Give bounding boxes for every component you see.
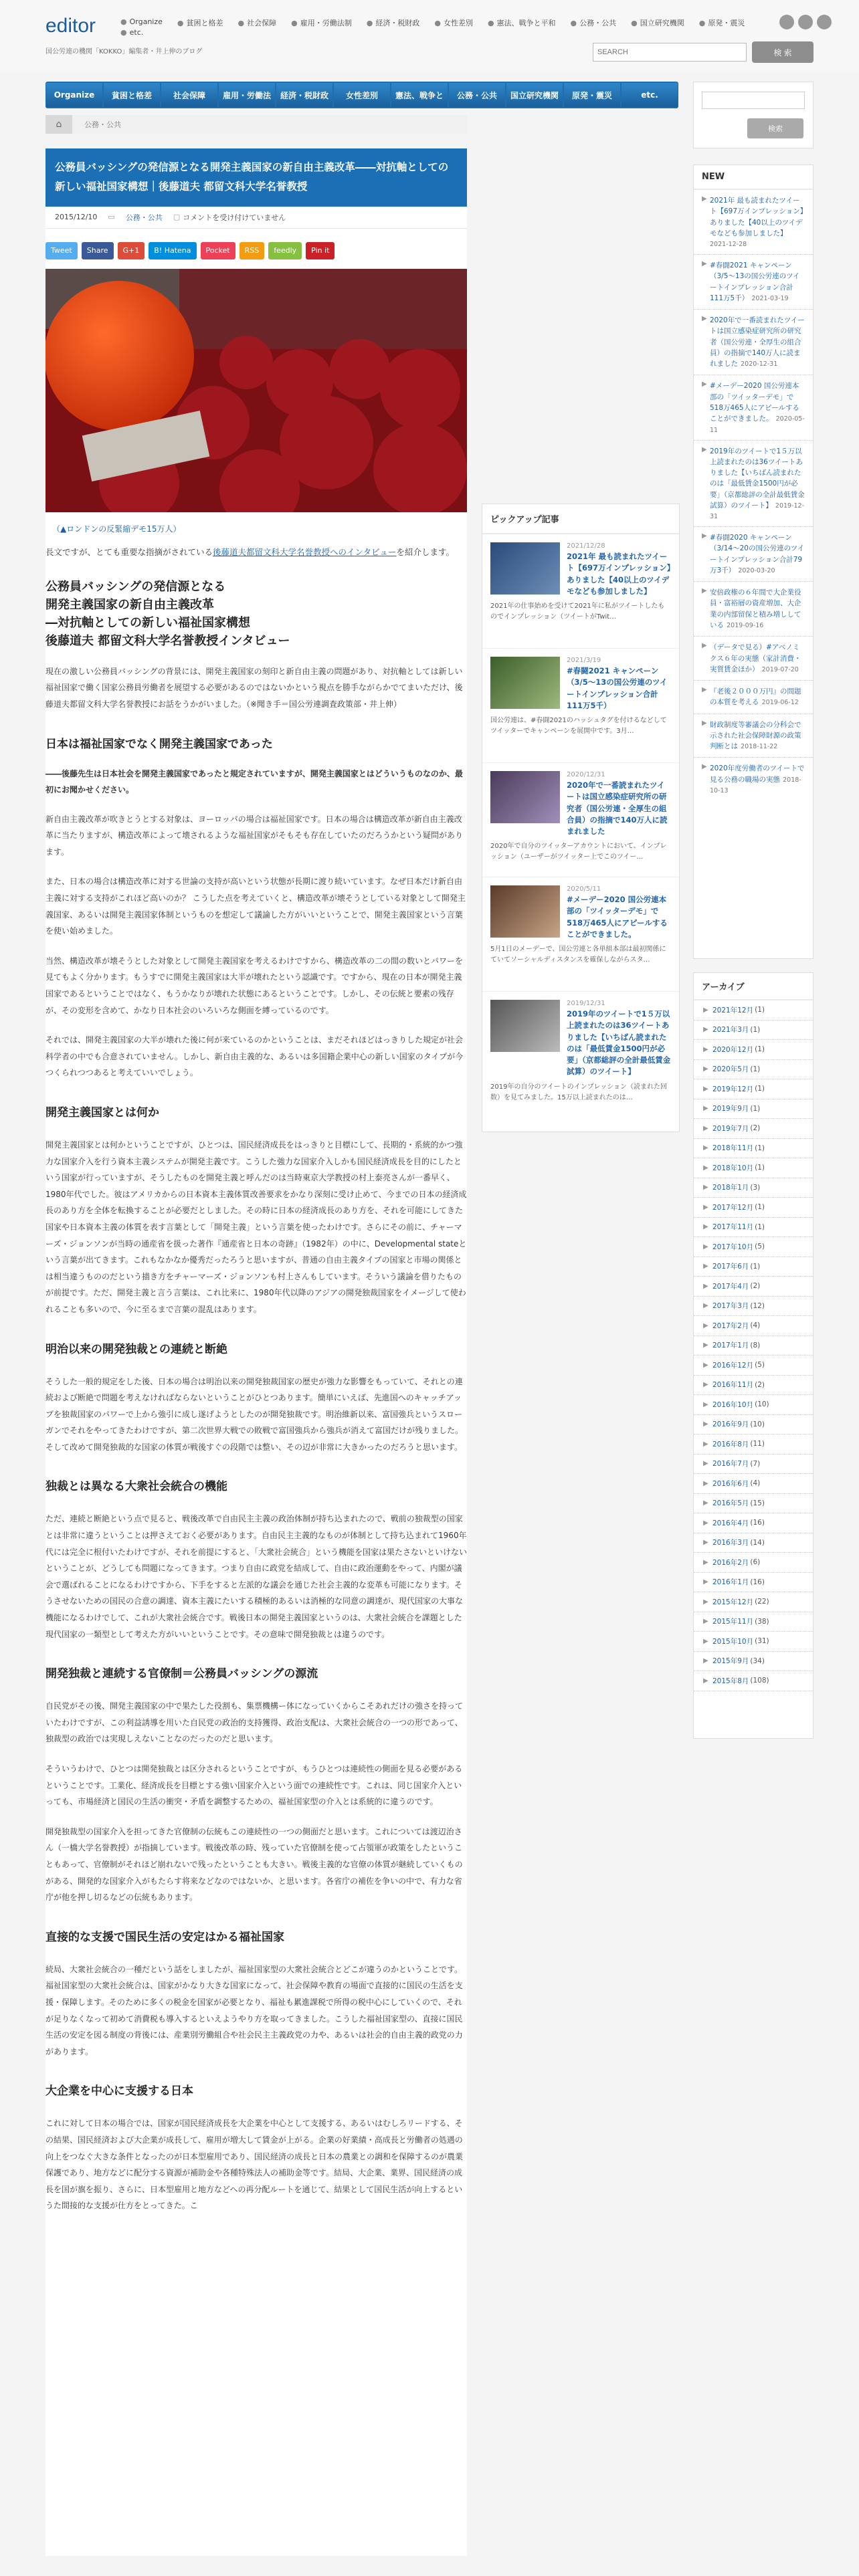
bullet-icon: ▶ (703, 1361, 708, 1369)
pickup-item[interactable] (482, 992, 679, 1106)
archive-item[interactable] (694, 1376, 813, 1396)
nav-item[interactable]: 貧困と格差 (104, 83, 160, 107)
archive-count: (8) (750, 1341, 761, 1350)
archive-box (693, 972, 814, 1739)
new-post-link[interactable]: 2019年のツイートで1５万以上読まれたのは36ツイートありました【いちばん読まれたのは「最低賃金1500円が必要」（京都総評の全計最低賃金試算）のツイート】 (710, 447, 805, 510)
archive-link[interactable]: 2016年4月 (712, 1519, 749, 1527)
nav-item[interactable]: 雇用・労働法 (219, 83, 275, 107)
bullet-icon: ▶ (703, 1539, 708, 1547)
archive-item[interactable] (694, 1000, 813, 1021)
pickup-link[interactable]: 2020年で一番読まれたツイートは国立感染症研究所の研究者（国公労連・全厚生の組合員）の指摘で140万人に読まれました (567, 780, 668, 836)
interview-title (45, 578, 467, 650)
archive-count: (1) (750, 1262, 761, 1271)
archive-link[interactable]: 2016年7月 (712, 1460, 749, 1469)
pickup-item[interactable] (482, 649, 679, 763)
nav-item[interactable]: 公務・公共 (449, 83, 505, 107)
archive-link[interactable]: 2017年11月 (712, 1223, 754, 1232)
archive-link[interactable]: 2017年1月 (712, 1341, 749, 1350)
archive-link[interactable]: 2021年12月 (712, 1006, 754, 1014)
pickup-excerpt: 2021年の仕事始めを受けて2021年に私がツイートしたものでインプレッション（ツイートがTwit… (490, 603, 665, 621)
top-links (120, 17, 763, 37)
bullet-icon: ▶ (703, 1381, 708, 1389)
pickup-date: 2020/5/11 (567, 885, 601, 893)
pickup-link[interactable]: 2019年のツイートで1５万以上読まれたのは36ツイートありました【いちばん読まれたのは「最低賃金1500円が必要」（京都総評の全計最低賃金試算）のツイート】 (567, 1009, 671, 1077)
archive-item[interactable] (694, 1652, 813, 1672)
archive-link[interactable]: 2016年12月 (712, 1361, 754, 1370)
archive-link[interactable]: 2015年12月 (712, 1598, 754, 1606)
new-post-date: 2018-10-13 (710, 776, 801, 794)
archive-link[interactable]: 2015年8月 (712, 1677, 749, 1685)
new-post-date: 2019-06-12 (761, 699, 799, 707)
post-date: 2015/12/10 (55, 213, 98, 222)
pickup-thumbnail[interactable] (490, 542, 560, 595)
archive-item[interactable] (694, 1395, 813, 1415)
nav-item[interactable]: Organize (46, 83, 102, 107)
bullet-icon: ▶ (703, 1184, 708, 1192)
archive-count: (3) (750, 1183, 761, 1192)
archive-link[interactable]: 2017年4月 (712, 1282, 749, 1291)
nav-item[interactable]: 国立研究機関 (506, 83, 563, 107)
new-post-link[interactable]: 2020年度労働者のツイートで見る公務の職場の実態 (710, 764, 805, 784)
archive-link[interactable]: 2021年3月 (712, 1026, 749, 1035)
interview-title-line: ―対抗軸としての新しい福祉国家構想 (45, 615, 250, 630)
bullet-icon: ▶ (703, 1420, 708, 1428)
nav-item[interactable]: 女性差別 (334, 83, 390, 107)
archive-link[interactable]: 2016年2月 (712, 1558, 749, 1567)
search-input[interactable] (593, 43, 747, 62)
archive-link[interactable]: 2019年7月 (712, 1124, 749, 1133)
archive-item[interactable] (694, 1297, 813, 1317)
bullet-icon: ▶ (703, 1598, 708, 1606)
bullet-icon: ▶ (703, 1263, 708, 1271)
bullet-icon: ▶ (703, 1006, 708, 1014)
site-header (0, 0, 859, 72)
facebook-icon[interactable] (817, 15, 832, 29)
pickup-thumbnail[interactable] (490, 771, 560, 823)
new-post-item[interactable]: ▶ #春闘2021 キャンペーン（3/5〜13の国公労連のツイートインプレッション合計111万5千） 2021-03-19 (694, 255, 813, 310)
sidebar-search (693, 82, 814, 148)
archive-item[interactable] (694, 1632, 813, 1652)
archive-count: (1) (750, 1025, 761, 1034)
archive-count: (2) (750, 1282, 761, 1291)
bullet-icon: ▶ (703, 1302, 708, 1310)
new-post-link[interactable]: 2020年で一番読まれたツイートは国立感染症研究所の研究者（国公労連・全厚生の組合員）の指摘で140万人に読まれました (710, 316, 805, 368)
new-post-link[interactable]: （データで見る）#アベノミクス６年の実態（家計消費・実質賃金ほか） (710, 643, 801, 673)
archive-count: (2) (750, 1124, 761, 1133)
archive-item[interactable] (694, 1356, 813, 1376)
section-heading: 直接的な支援で国民生活の安定はかる福祉国家 (45, 1930, 284, 1944)
bullet-icon: ▶ (703, 1479, 708, 1487)
pickup-excerpt: 2020年で自分のツイッターアカウントにおいて、インプレッション（ユーザーがツイッター上でこのツイー… (490, 843, 667, 861)
section-heading: 明治以来の開発独裁との連続と断絶 (45, 1342, 227, 1356)
bullet-icon: ▶ (703, 1637, 708, 1645)
pickup-item[interactable] (482, 534, 679, 649)
bullet-icon: ▶ (703, 1203, 708, 1211)
bullet-icon: ▶ (703, 1085, 708, 1093)
archive-item[interactable] (694, 1139, 813, 1159)
section-heading: 開発主義国家とは何か (45, 1105, 159, 1119)
post-title-box (45, 148, 467, 207)
intro (45, 534, 467, 560)
gplus-button[interactable]: G+1 (118, 242, 145, 259)
new-post-item[interactable]: ▶ 2021年 最も読まれたツイート【697万インプレッション】ありました【40以上のツイデモなども参加しました】 2021-12-28 (694, 190, 813, 255)
pickup-date: 2021/12/28 (567, 542, 605, 550)
search-button[interactable]: 検 索 (752, 41, 814, 63)
bullet-icon: ▶ (703, 1105, 708, 1113)
pocket-button[interactable]: Pocket (201, 242, 235, 259)
archive-count: (31) (755, 1637, 769, 1646)
pickup-date: 2019/12/31 (567, 1000, 605, 1007)
archive-item[interactable] (694, 1494, 813, 1514)
sidebar-search-button[interactable]: 検索 (747, 118, 803, 138)
hero-photo (45, 269, 467, 512)
archive-count: (10) (755, 1400, 769, 1409)
new-post-link[interactable]: 2021年 最も読まれたツイート【697万インプレッション】ありました【40以上のツイデモなども参加しました】 (710, 197, 804, 237)
main-nav (45, 82, 678, 108)
bullet-icon: ▶ (703, 1578, 708, 1586)
archive-item[interactable] (694, 1237, 813, 1257)
top-link[interactable]: ● 公務・公共 (570, 19, 617, 27)
pickup-date: 2020/12/31 (567, 771, 605, 778)
twitter-icon[interactable] (798, 15, 813, 29)
pickup-link[interactable]: 2021年 最も読まれたツイート【697万インプレッション】ありました【40以上のツイデモなども参加しました】 (567, 552, 671, 596)
comment-icon: ▢ (173, 213, 181, 222)
archive-link[interactable]: 2016年5月 (712, 1499, 749, 1508)
archive-count: (1) (755, 1045, 765, 1054)
archive-item[interactable] (694, 1316, 813, 1336)
bullet-icon: ▶ (703, 1164, 708, 1172)
archive-link[interactable]: 2016年6月 (712, 1479, 749, 1488)
new-post-item[interactable]: ▶ 2020年度労働者のツイートで見る公務の職場の実態 2018-10-13 (702, 763, 805, 794)
new-post-item[interactable]: ▶ 安倍政権の６年間で大企業役員・富裕層の資産増加、大企業の内部留保と積み増ししている 2019-09-16 (694, 582, 813, 637)
rss-icon[interactable] (779, 15, 794, 29)
archive-count: (1) (755, 1164, 765, 1172)
nav-item[interactable]: etc. (622, 83, 678, 107)
archive-count: (4) (750, 1321, 761, 1330)
intro-text-end: を紹介します。 (396, 546, 455, 557)
archive-count: (1) (755, 1144, 765, 1152)
new-post-item[interactable]: ▶ 財政制度等審議会の分科会で示された社会保障財源の政策判断とは 2018-11-22 (694, 714, 813, 758)
archive-item[interactable] (694, 1021, 813, 1041)
archive-link[interactable]: 2016年1月 (712, 1578, 749, 1587)
archive-item[interactable] (694, 1415, 813, 1435)
archive-list (694, 1000, 813, 1691)
top-link[interactable]: ● 社会保障 (237, 19, 277, 27)
nav-item[interactable]: 社会保障 (161, 83, 217, 107)
top-link[interactable]: ● etc. (120, 28, 144, 37)
archive-item[interactable] (694, 1573, 813, 1593)
archive-count: (12) (750, 1301, 765, 1310)
bullet-icon: ▶ (703, 1282, 708, 1290)
sidebar-search-input[interactable] (702, 92, 805, 109)
bullet-icon: ▶ (703, 1558, 708, 1566)
paragraph: 現在の激しい公務員バッシングの背景には、開発主義国家の刻印と新自由主義の問題があり、対抗軸としては新しい福祉国家で働く国家公務員労働者を展望する必要があるのではないかという視点を勝手ながらかでてまいただけ、後藤道夫都留文科大学名誉教授にお話をうかがいました。（※聞き手＝国公労連調査政策部・井上伸） (45, 666, 463, 710)
new-posts-title: NEW (694, 165, 813, 190)
section-heading: 大企業を中心に支援する日本 (45, 2084, 193, 2099)
archive-item[interactable] (694, 1040, 813, 1060)
archive-count: (4) (750, 1479, 761, 1488)
pickup-excerpt: 国公労連は、#春闘2021のハッシュタグを付けるなどしてツイッターでキャンペーンを展開中です。3月… (490, 717, 667, 735)
new-post-date: 2020-03-20 (738, 566, 775, 574)
paragraph: これに対して日本の場合では、国家が国民経済成長を大企業を中心として支援する、あるいはむしろリードする、その結果、国民経済および大企業が成長して、雇用が増大して賃金が上がる。企業の好業績・高成長と労働者の処遇の向上をつなぐ大きな条件となったのが日本型雇用であり、国民経済の成長と日本の農業との調和を保障するのが農業保護であり、地方などに配分する資源が補助金や各種特殊法人の補助金等です。結局、大企業、業界、国民経済の成長を国が旗を振り、さらに、日本型雇用と地方などへの再分配ルートを通じて、結果として国民生活が向上するというた間接的な支援が仕方をとってきた。こ (45, 2119, 464, 2211)
archive-count: (10) (750, 1420, 765, 1428)
top-link[interactable]: ● Organize (120, 17, 163, 26)
archive-item[interactable] (694, 1257, 813, 1277)
interview-title-line: 公務員バッシングの発信源となる (45, 579, 226, 594)
new-post-link[interactable]: #春闘2020 キャンペーン（3/14〜20の国公労連のツイートインプレッション合計79万3千） (710, 534, 805, 574)
archive-link[interactable]: 2016年8月 (712, 1440, 749, 1448)
archive-item[interactable] (694, 1277, 813, 1297)
pickup-item[interactable] (482, 763, 679, 877)
new-post-item[interactable]: ▶ 『老後２０００万円』の問題の本質を考える 2019-06-12 (694, 681, 813, 714)
photo-caption[interactable]: （▲ロンドンの反緊縮デモ15万人） (52, 524, 181, 534)
breadcrumb-current[interactable]: 公務・公共 (84, 120, 121, 129)
archive-item[interactable] (694, 1119, 813, 1139)
archive-link[interactable]: 2020年12月 (712, 1045, 754, 1054)
social-icons (779, 15, 832, 29)
new-post-item[interactable]: ▶ #春闘2020 キャンペーン（3/14〜20の国公労連のツイートインプレッション合計79万3千） 2020-03-20 (694, 527, 813, 582)
new-post-date: 2020-12-31 (741, 360, 778, 368)
bullet-icon: ▶ (703, 1321, 708, 1329)
archive-count: (1) (755, 1203, 765, 1212)
archive-count: (1) (750, 1104, 761, 1113)
archive-count: (5) (755, 1361, 765, 1370)
archive-item[interactable] (694, 1474, 813, 1494)
paragraph: 続局、大衆社会統合の一種だという話をしましたが、福祉国家型の大衆社会統合とどこが違うのかということです。福祉国家型の大衆社会統合は、国家がかなり大きな国家になって、社会保障や教育の場面で直接的に国民の生活を支援・保障します。そのために多くの税金を国家が必要となり、福祉も累進課税で所得の税中心にしていくので、それが足りなくなって初めて消費税も導入するといえようやり方を取ってきました。こうした福祉国家型の、直接に国民生活の安定を図る制度の背後には、産業別労働組合や社会民主主義政党の力や、あるいは社会的自由主義的政党の力があります。 (45, 1964, 463, 2056)
top-link[interactable]: ● 経済・税財政 (366, 19, 420, 27)
interview-title-line: 後藤道夫 都留文科大学名誉教授インタビュー (45, 633, 290, 648)
top-link[interactable]: ● 女性差別 (434, 19, 473, 27)
site-description: 国公労連の機関「KOKKO」編集者・井上伸のブログ (45, 48, 203, 56)
pickup-thumbnail[interactable] (490, 1000, 560, 1052)
top-link[interactable]: ● 原発・震災 (698, 19, 745, 27)
section-heading: 日本は福祉国家でなく開発主義国家であった (45, 737, 273, 751)
paragraph: また、日本の場合は構造改革に対する世論の支持が高いという状態が長期に渡り続いています。なぜ日本だけ新自由主義に対する支持がこれほど高いのか？ こうした点を考えていくと、構造改革が壊そうとしている対象として開発主義国家、あるいは開発主義国家体制というものを想定して議論した方がいいということで、開発主義国家という言葉を使い始めました。 (45, 877, 466, 936)
pickup-thumbnail[interactable] (490, 885, 560, 938)
new-post-link[interactable]: 『老後２０００万円』の問題の本質を考える (710, 687, 801, 707)
archive-count: (2) (755, 1380, 765, 1389)
new-post-date: 2021-03-19 (751, 294, 789, 302)
nav-item[interactable]: 憲法、戦争と (391, 83, 448, 107)
paragraph: 自民党がその後、開発主義国家の中で果たした役割も、集票機構ー体になっていくからこそあれだけの強さを持っていたわけですが、この利益誘導を用いた自民党の政治的支持獲得、政治支配は、大衆社会統合の一つの形であって、独裁型の政治では実現しえないことなのだったのだと思います。 (45, 1701, 464, 1744)
new-post-link[interactable]: 財政制度等審議会の分科会で示された社会保障財源の政策判断とは (710, 720, 801, 751)
archive-link[interactable]: 2018年10月 (712, 1164, 754, 1172)
top-link[interactable]: ● 貧困と格差 (177, 19, 223, 27)
paragraph: そういうわけで、ひとつは開発独裁とは区分されるということですが、もうひとつは連続性の側面を見る必要があるということです。工業化、経済成長を目標とする強い国家介入という面での連続性です。これは、同じ国家介入といっても、市場経済と国民の生活の衝突・矛盾を調整するための、福祉国家型の介入とは系統的に違うのです。 (45, 1764, 463, 1807)
archive-item[interactable] (694, 1178, 813, 1198)
bullet-icon: ▶ (703, 1341, 708, 1350)
new-post-link[interactable]: #春闘2021 キャンペーン（3/5〜13の国公労連のツイートインプレッション合計111万5千） (710, 261, 800, 302)
bullet-icon: ▶ (703, 1657, 708, 1665)
new-post-date: 2019-12-31 (710, 502, 805, 521)
new-post-item[interactable]: ▶ （データで見る）#アベノミクス６年の実態（家計消費・実質賃金ほか） 2019-07-20 (694, 637, 813, 681)
new-post-link[interactable]: #メーデー2020 国公労連本部の「ツイッターデモ」で518万465人にアピールすることができました。 (710, 382, 799, 423)
archive-count: (15) (750, 1499, 765, 1507)
archive-item[interactable] (694, 1671, 813, 1691)
new-post-link[interactable]: 安倍政権の６年間で大企業役員・富裕層の資産増加、大企業の内部留保と積み増ししている (710, 588, 801, 629)
paragraph: そうした一般的規定をした後、日本の場合は明治以来の開発独裁国家の歴史が強力な影響をもっていて、それとの連続および断絶で問題を考えなければならないということがひとつあります。簡単にいえば、先進国へのキャッチアップを独裁国家のパワーで上から強引に成し遂げようとしたのが開発独裁です。明治維新以来、富国強兵というスローガンでそれをやってきたわけですが、第二次世界大戦での敗戦で富国強兵から強兵が消えて富国だけが残りました。そして改めて開発独裁的な国家の体質が戦後すぐの段階では整い、その辺が非常に大きかったのだろうと思います。 (45, 1376, 464, 1452)
archive-item[interactable] (694, 1455, 813, 1475)
intro-text: 長文ですが、とても重要な指摘がされている (45, 546, 213, 557)
archive-item[interactable] (694, 1336, 813, 1356)
tweet-button[interactable]: Tweet (45, 242, 78, 259)
new-post-date: 2020-05-11 (710, 415, 805, 434)
nav-item[interactable]: 原発・震災 (564, 83, 620, 107)
archive-count: (7) (750, 1459, 761, 1468)
bullet-icon: ▶ (703, 1440, 708, 1448)
breadcrumb (45, 115, 467, 134)
archive-item[interactable] (694, 1592, 813, 1612)
question: ――後藤先生は日本社会を開発主義国家であったと規定されていますが、開発主義国家とはどういうものなのか、最初にお聞かせください。 (45, 768, 463, 794)
archive-item[interactable] (694, 1099, 813, 1119)
bullet-icon: ▶ (703, 1243, 708, 1251)
top-link[interactable]: ● 国立研究機関 (631, 19, 684, 27)
home-icon[interactable]: ⌂ (45, 115, 72, 134)
bullet-icon: ▶ (703, 1223, 708, 1231)
section-heading: 独裁とは異なる大衆社会統合の機能 (45, 1480, 227, 1494)
bullet-icon: ▶ (703, 1677, 708, 1685)
post-category[interactable]: 公務・公共 (125, 213, 163, 222)
archive-count: (11) (750, 1440, 765, 1448)
pickup-excerpt: 5月1日のメーデーで、国公労連と各単組本部は最初関係にていてソーシャルディスタンスを確保しながらスタ… (490, 946, 666, 964)
article (45, 148, 467, 2556)
pickup-excerpt: 2019年の自分のツイートのインプレッション（読まれた回数）を見てみました。15万以上読まれたのは… (490, 1083, 668, 1101)
paragraph: 開発独裁型の国家介入を担ってきた官僚制の伝統もこの連続性の一つの側面だと思います。これについては渡辺治さん（一橋大学名誉教授）が指摘しています。戦後改革の時、残っていた官僚制を使って占領軍が政策をしたということもあって、官僚制がそれほど崩れないで残ったということも大きい。戦後主義的な官僚の体質が継続していくものがある、開発的な国家介入がもたらす将来などなのではないか、と思います。各省庁の補佐を争いの中で、有力な省庁が他を押し切るなどの伝統もあります。 (45, 1826, 463, 1903)
archive-link[interactable]: 2015年9月 (712, 1657, 749, 1666)
post-title: 公務員バッシングの発信源となる開発主義国家の新自由主義改革――対抗軸としての新しい福祉国家構想｜後藤道夫 都留文科大学名誉教授 (55, 161, 449, 193)
archive-item[interactable] (694, 1533, 813, 1553)
paragraph: 開発主義国家とは何かということですが、ひとつは、国民経済成長をはっきりと目標にして、長期的・系統的かつ強力な国家介入を行う資本主義システムが開発主義です。こうした強力な国家介入しかも国民経済成長を目的にしたという国家が行っていますが、そうしたものを開発主義と呼んだのは当時東京大学教授の村上泰亮さんが一番早く、1980年代でした。彼はアメリカからの日本資本主義体質改善要求をかなり深刻に受け止めて、今までの日本の経済成長のあり方を全体を転換することが必要だとしました。その時に日本の経済成長のあり方を、それを可能にしてきた国家や日本資本主義の体質を表す言葉として「開発主義」という言葉を使ったわけです。さらにその前に、チャーマーズ・ジョンソンが当時の通産省を扱った著作『通産省と日本の奇跡』（1982年）の中に、Developmental stateという言葉が出てきます。これもなかなか優秀だったろうと思いますが、普通の自由主義タイプの国家と市場の関係とは相当違うもののだという描き方をチャーマーズ・ジョンソンも村上さんもしています。そういう議論を借りたものが前提です。ただ、開発主義と言う言葉は、これ比来に、1980年代以降のアジアの開発独裁国家をイメージして使われることも多いので、今に至るまで言葉の混乱はあります。 (45, 1140, 467, 1314)
archive-link[interactable]: 2016年10月 (712, 1400, 754, 1409)
archive-item[interactable] (694, 1434, 813, 1455)
archive-count: (22) (755, 1598, 769, 1606)
archive-link[interactable]: 2016年11月 (712, 1381, 754, 1390)
archive-link[interactable]: 2017年10月 (712, 1243, 754, 1251)
bullet-icon: ▶ (703, 1460, 708, 1468)
archive-item[interactable] (694, 1198, 813, 1218)
paragraph: 当然、構造改革が壊そうとした対象として開発主義国家を考えるわけですから、構造改革の二の間の数いとパワーを見てもよく分かります。もうすでに開発主義国家は大半が壊れたという認識です。ですから、現在の日本が開発主義国家であるということではなく、もうかなりが壊れた状態にあるということです。しかし、その伝統と要素の残存が、その変形を含めて、かなり日本社会のいろいろな側面を縛っているのです。 (45, 956, 464, 1015)
new-post-date: 2019-07-20 (761, 665, 799, 673)
protest-photo (45, 269, 467, 512)
feedly-button[interactable]: feedly (268, 242, 302, 259)
new-post-date: 2018-11-22 (741, 743, 778, 751)
top-link[interactable]: ● 憲法、戦争と平和 (487, 19, 556, 27)
archive-link[interactable]: 2019年9月 (712, 1105, 749, 1113)
archive-item[interactable] (694, 1513, 813, 1533)
new-post-item[interactable]: ▶ 2019年のツイートで1５万以上読まれたのは36ツイートありました【いちばん読まれたのは「最低賃金1500円が必要」（京都総評の全計最低賃金試算）のツイート】 2019-12-31 (694, 441, 813, 528)
folder-icon: ▭ (108, 213, 115, 222)
archive-item[interactable] (694, 1553, 813, 1573)
paragraph: 新自由主義改革が吹きとうとする対象は、ヨーロッパの場合は福祉国家です。日本の場合は構造改革が新自由主義改革に当たりますが、構造改革によって壊されるような福祉国家がそもそも存在していたのだろうかという疑問があります。 (45, 814, 464, 857)
post-meta (45, 207, 467, 229)
bullet-icon: ▶ (703, 1618, 708, 1626)
bullet-icon: ▶ (703, 1065, 708, 1073)
rss-button[interactable]: RSS (240, 242, 265, 259)
bullet-icon: ▶ (703, 1519, 708, 1527)
archive-count: (16) (750, 1578, 765, 1586)
archive-link[interactable]: 2016年9月 (712, 1420, 749, 1429)
archive-count: (6) (750, 1558, 761, 1567)
interview-link[interactable]: 後藤道夫都留文科大学名誉教授へのインタビュー (213, 546, 397, 557)
archive-link[interactable]: 2018年1月 (712, 1184, 749, 1192)
archive-count: (34) (750, 1656, 765, 1665)
pickup-link[interactable]: #春闘2021 キャンペーン（3/5〜13の国公労連のツイートインプレッション合計111万5千） (567, 666, 668, 710)
bullet-icon: ▶ (703, 1400, 708, 1408)
archive-count: (16) (750, 1519, 765, 1527)
archive-count: (5) (755, 1243, 765, 1251)
archive-count: (108) (750, 1677, 769, 1685)
comment-status: コメントを受け付けていません (183, 213, 286, 222)
archive-link[interactable]: 2017年3月 (712, 1302, 749, 1311)
section-heading: 開発独裁と連続する官僚制＝公務員バッシングの源流 (45, 1667, 318, 1681)
bullet-icon: ▶ (703, 1144, 708, 1152)
archive-link[interactable]: 2018年11月 (712, 1144, 754, 1153)
new-post-date: 2021-12-28 (710, 241, 747, 249)
archive-link[interactable]: 2020年5月 (712, 1065, 749, 1074)
archive-item[interactable] (694, 1060, 813, 1080)
hatena-button[interactable]: B! Hatena (149, 242, 196, 259)
bullet-icon: ▶ (703, 1045, 708, 1053)
paragraph: それでは、開発主義国家の大半が壊れた後に何が来ているのかということは、まだそれほどはっきりした規定が社会科学者の中でも合意されていません。しかし、新自由主義的な、あるいは多国籍企業中心の新しい国家のタイプが今つくられつつあると考えていいでしょう。 (45, 1035, 464, 1078)
top-link[interactable]: ● 雇用・労働法制 (291, 19, 352, 27)
new-post-item[interactable]: ▶ 2020年で一番読まれたツイートは国立感染症研究所の研究者（国公労連・全厚生の組合員）の指摘で140万人に読まれました 2020-12-31 (694, 310, 813, 375)
pickup-thumbnail[interactable] (490, 657, 560, 709)
nav-item[interactable]: 経済・税財政 (276, 83, 332, 107)
archive-count: (38) (755, 1617, 769, 1626)
archive-item[interactable] (694, 1218, 813, 1238)
share-buttons (45, 229, 467, 259)
bullet-icon: ▶ (703, 1124, 708, 1132)
bullet-icon: ▶ (703, 1499, 708, 1507)
pinterest-button[interactable]: Pin it (306, 242, 335, 259)
archive-count: (1) (750, 1065, 761, 1073)
archive-item[interactable] (694, 1612, 813, 1632)
archive-title: アーカイブ (694, 973, 813, 1000)
archive-link[interactable]: 2017年6月 (712, 1263, 749, 1271)
pickup-date: 2021/3/19 (567, 657, 601, 664)
paragraph: ただ、連続と断絶という点で見ると、戦後改革で自由民主主義の政治体制が持ち込まれたので、戦前の独裁型の国家とは非常に違うということは押さえておく必要があります。自由民主主義的なものが体制として持ち込まれて1960年代には完全に根付いたわけですが、それを前提にすると、「大衆社会統合」という機能を国家は果たさないといけないということが、どうしても問題になってきます。つまり自由に政党を結成して、自由に政治運動をやって、内閣が議会で選ばれることになるわけですから、下手をすると左派的な議会を通じた社会主義的な変革も可能になります。そうさせないための国民の合意の調達、資本主義にたいする積極的あるいは消極的な同意の調達が、現代国家の大事な機能になるわけでして、これが大衆社会統合です。戦後日本の開発主義国家というのは、大衆社会統合を課題とした現代国家の一類型として考えた方がいいということです。その意味で開発独裁とは違うのです。 (45, 1514, 468, 1639)
pickup-link[interactable]: #メーデー2020 国公労連本部の「ツイッターデモ」で518万465人にアピールすることができました。 (567, 895, 668, 939)
new-post-date: 2019-09-16 (727, 621, 764, 629)
archive-count: (1) (755, 1222, 765, 1231)
pickup-title: ピックアップ記事 (482, 504, 679, 534)
site-title[interactable]: editor (45, 15, 96, 37)
pickup-item[interactable] (482, 877, 679, 992)
bullet-icon: ▶ (703, 1026, 708, 1034)
archive-count: (1) (755, 1085, 765, 1093)
new-post-item[interactable]: ▶ #メーデー2020 国公労連本部の「ツイッターデモ」で518万465人にアピールすることができました。 2020-05-11 (694, 375, 813, 440)
archive-link[interactable]: 2015年11月 (712, 1618, 754, 1626)
archive-item[interactable] (694, 1158, 813, 1178)
facebook-share-button[interactable]: Share (82, 242, 114, 259)
archive-link[interactable]: 2017年12月 (712, 1203, 754, 1212)
archive-link[interactable]: 2019年12月 (712, 1085, 754, 1093)
new-posts (693, 165, 814, 959)
archive-count: (14) (750, 1538, 765, 1547)
archive-count: (1) (755, 1006, 765, 1014)
archive-link[interactable]: 2017年2月 (712, 1321, 749, 1330)
archive-link[interactable]: 2015年10月 (712, 1637, 754, 1646)
pickup-box (482, 504, 680, 1132)
archive-link[interactable]: 2016年3月 (712, 1539, 749, 1547)
interview-title-line: 開発主義国家の新自由主義改革 (45, 597, 214, 612)
archive-item[interactable] (694, 1079, 813, 1099)
